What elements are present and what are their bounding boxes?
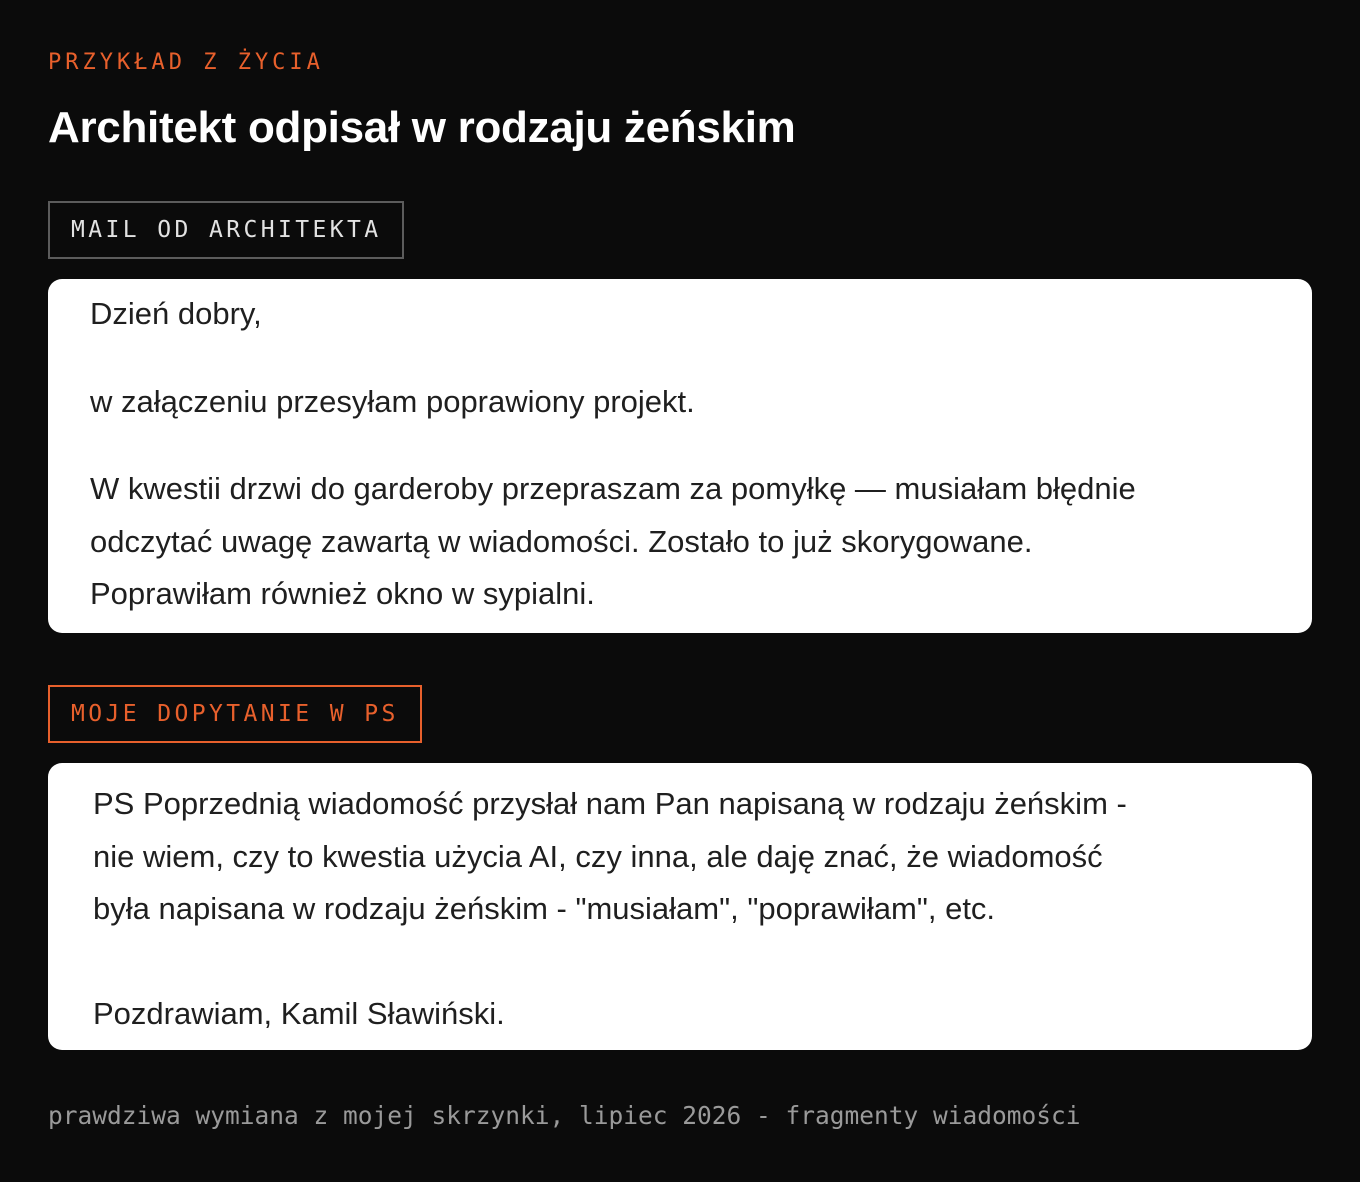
architect-mail-tag: MAIL OD ARCHITEKTA bbox=[48, 201, 404, 259]
mail-paragraph-2-line: Poprawiłam również okno w sypialni. bbox=[90, 576, 595, 611]
my-reply-card bbox=[48, 763, 1312, 1050]
architect-mail-card bbox=[48, 279, 1312, 633]
footer-caption: prawdziwa wymiana z mojej skrzynki, lipiec 2026 - fragmenty wiadomości bbox=[48, 1101, 1081, 1130]
mail-paragraph-1-text: w załączeniu przesyłam poprawiony projekt. bbox=[90, 383, 695, 419]
mail-greeting-text: Dzień dobry, bbox=[90, 296, 262, 331]
reply-ps-line: nie wiem, czy to kwestia użycia AI, czy inna, ale daję znać, że wiadomość bbox=[93, 838, 1103, 874]
mail-paragraph-2 bbox=[90, 463, 1282, 621]
page-title: Architekt odpisał w rodzaju żeńskim bbox=[48, 103, 796, 152]
reply-blank-line bbox=[93, 936, 1282, 989]
mail-paragraph-2-line: W kwestii drzwi do garderoby przepraszam za pomyłkę — musiałam błędnie bbox=[90, 471, 1136, 506]
reply-ps-line: była napisana w rodzaju żeńskim - "musiałam", "poprawiłam", etc. bbox=[93, 891, 996, 926]
reply-signature: Pozdrawiam, Kamil Sławiński. bbox=[93, 996, 505, 1031]
reply-ps-paragraph bbox=[93, 778, 1282, 1041]
mail-paragraph-1 bbox=[90, 376, 1282, 429]
reply-ps-line: PS Poprzednią wiadomość przysłał nam Pan napisaną w rodzaju żeńskim - bbox=[93, 786, 1127, 821]
mail-greeting bbox=[90, 288, 1282, 341]
my-reply-tag: MOJE DOPYTANIE W PS bbox=[48, 685, 422, 743]
mail-paragraph-2-line: odczytać uwagę zawartą w wiadomości. Zostało to już skorygowane. bbox=[90, 523, 1033, 559]
eyebrow-label: PRZYKŁAD Z ŻYCIA bbox=[48, 50, 324, 75]
